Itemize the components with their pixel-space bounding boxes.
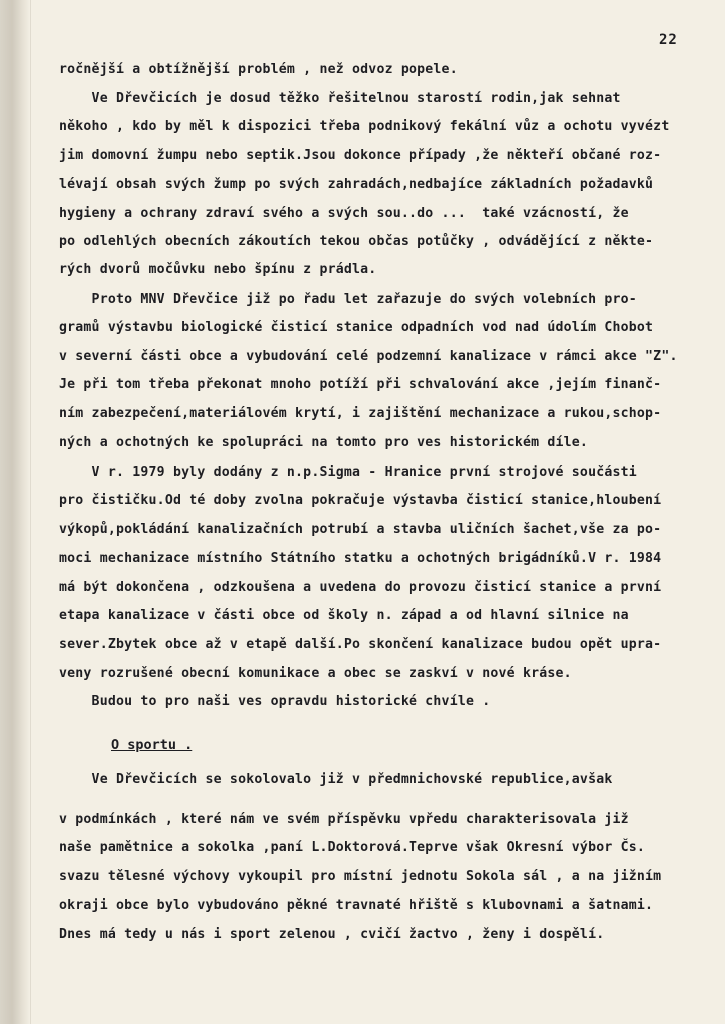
text-line: Dnes má tedy u nás i sport zelenou , cvičí žactvo , ženy i dospělí. xyxy=(59,927,605,942)
text-line: rých dvorů močůvku nebo špínu z prádla. xyxy=(59,262,377,277)
text-line: ním zabezpečení,materiálovém krytí, i zajištění mechanizace a rukou,schop- xyxy=(59,406,662,421)
text-line: svazu tělesné výchovy vykoupil pro místní jednotu Sokola sál , a na jižním xyxy=(59,869,662,884)
text-line: Ve Dřevčicích se sokolovalo již v předmnichovské republice,avšak xyxy=(59,772,613,787)
text-line: Budou to pro naši ves opravdu historické chvíle . xyxy=(59,694,491,709)
text-line: naše pamětnice a sokolka ,paní L.Doktorová.Teprve však Okresní výbor Čs. xyxy=(59,840,646,855)
text-line: pro čističku.Od té doby zvolna pokračuje výstavba čisticí stanice,hloubení xyxy=(59,493,662,508)
text-line: gramů výstavbu biologické čisticí stanice odpadních vod nad údolím Chobot xyxy=(59,320,654,335)
text-line: v severní části obce a vybudování celé podzemní kanalizace v rámci akce "Z". xyxy=(59,349,678,364)
text-line: v podmínkách , které nám ve svém příspěvku vpředu charakterisovala již xyxy=(59,812,629,827)
text-line: etapa kanalizace v části obce od školy n. západ a od hlavní silnice na xyxy=(59,608,629,623)
page-number: 22 xyxy=(659,32,678,48)
text-line: moci mechanizace místního Státního statku a ochotných brigádníků.V r. 1984 xyxy=(59,551,662,566)
text-line: lévají obsah svých žump po svých zahradách,nedbajíce základních požadavků xyxy=(59,177,654,192)
text-line: V r. 1979 byly dodány z n.p.Sigma - Hranice první strojové součásti xyxy=(59,465,637,480)
section-heading: O sportu . xyxy=(111,737,193,753)
text-line: jim domovní žumpu nebo septik.Jsou dokonce případy ,že někteří občané roz- xyxy=(59,148,662,163)
text-line: ročnější a obtížnější problém , než odvoz popele. xyxy=(59,62,458,77)
text-line: ných a ochotných ke spolupráci na tomto pro ves historickém díle. xyxy=(59,435,589,450)
text-line: Ve Dřevčicích je dosud těžko řešitelnou starostí rodin,jak sehnat xyxy=(59,91,621,106)
text-line: okraji obce bylo vybudováno pěkné travnaté hřiště s klubovnami a šatnami. xyxy=(59,898,654,913)
text-line: hygieny a ochrany zdraví svého a svých sou..do ... také vzácností, že xyxy=(59,206,629,221)
text-line: veny rozrušené obecní komunikace a obec se zaskví v nové kráse. xyxy=(59,666,572,681)
text-line: má být dokončena , odzkoušena a uvedena do provozu čisticí stanice a první xyxy=(59,580,662,595)
text-line: výkopů,pokládání kanalizačních potrubí a stavba uličních šachet,vše za po- xyxy=(59,522,662,537)
text-line: Proto MNV Dřevčice již po řadu let zařazuje do svých volebních pro- xyxy=(59,292,637,307)
text-line: po odlehlých obecních zákoutích tekou občas potůčky , odvádějící z někte- xyxy=(59,234,654,249)
text-line: Je při tom třeba překonat mnoho potíží při schvalování akce ,jejím finanč- xyxy=(59,377,662,392)
text-line: sever.Zbytek obce až v etapě další.Po skončení kanalizace budou opět upra- xyxy=(59,637,662,652)
text-line: někoho , kdo by měl k dispozici třeba podnikový fekální vůz a ochotu vyvézt xyxy=(59,119,670,134)
